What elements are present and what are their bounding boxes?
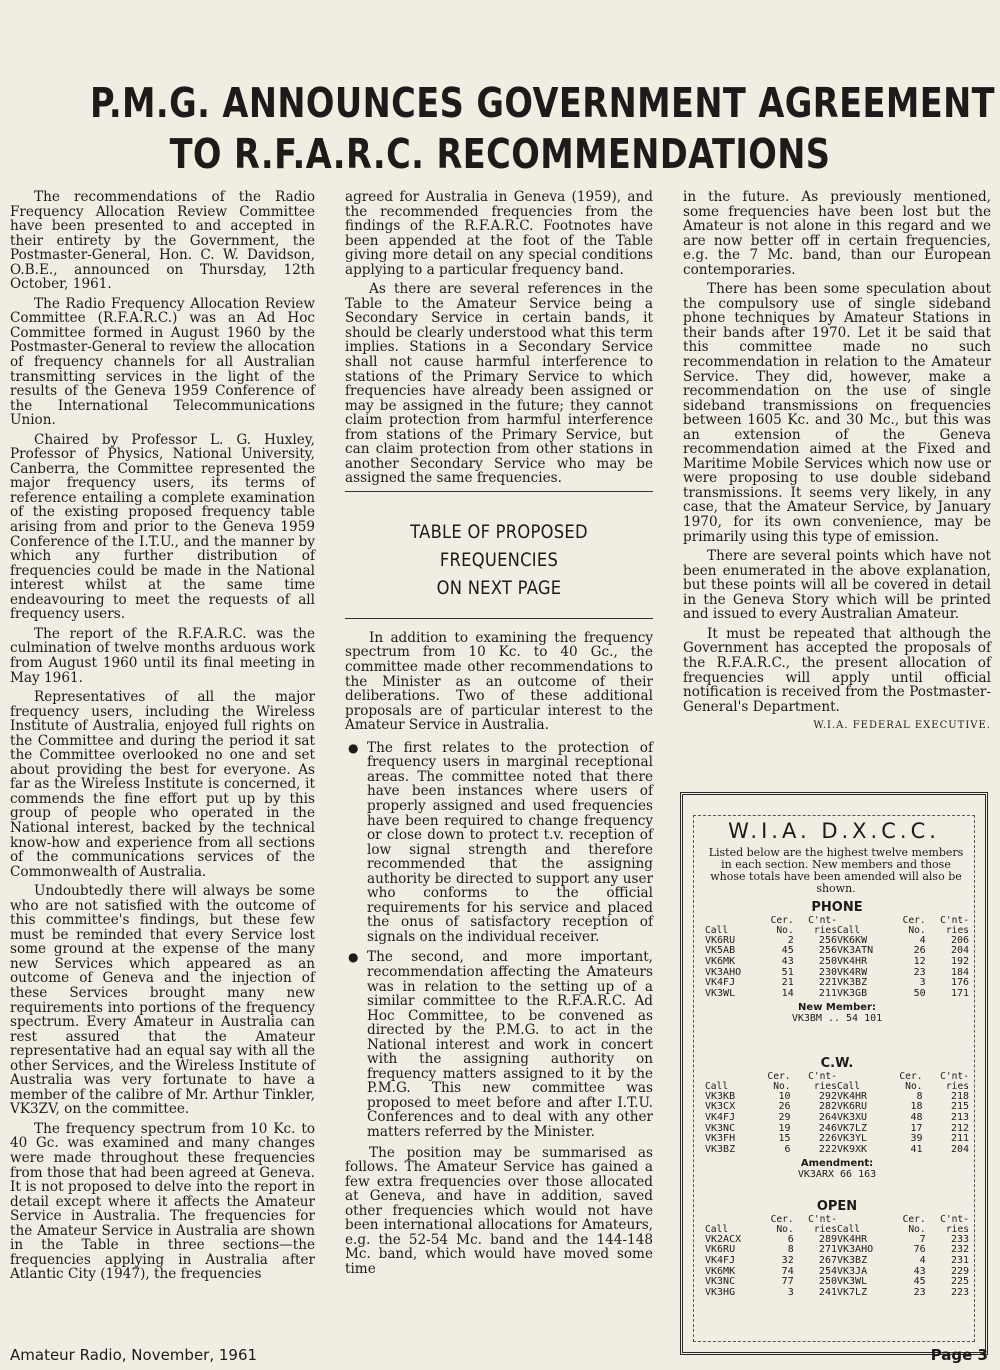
column-header: Cer. <box>767 1071 791 1082</box>
paragraph: There has been some speculation about the compulsory use of single sideband phone techniques by Amateur Stations in their bands after 1970. Let it be said that this committee made no such recommendation in relation to the Amateur Service. They did, however, make a recommendation on the use of single sideband transmissions on frequencies between 1605 Kc. and 30 Mc., but this was an extension of the Geneva recommendation aimed at the Fixed and Maritime Mobile Services which now use or were proposing to use double sideband transmissions. It seems very likely, in any case, that the Amateur Service, by January 1970, for its own convenience, may be primarily using this type of emission. <box>683 281 991 545</box>
callsign: VK3KB <box>705 1090 736 1102</box>
new-member-note <box>705 1003 969 1024</box>
countries: 250 <box>818 1276 837 1288</box>
countries: 211 <box>950 1133 969 1145</box>
callsign: VK6RU <box>705 1244 736 1256</box>
countries: 211 <box>818 988 837 1000</box>
countries: 267 <box>818 1255 837 1266</box>
callsign: VK4HR <box>836 1090 868 1102</box>
callsign: VK3NC <box>705 1122 736 1134</box>
paragraph: Chaired by Professor L. G. Huxley, Professor of Physics, National University, Canberra, the Committee represented the major frequency users, its terms of reference entailing a complete examination of the existing proposed frequency table arising from and prior to the Geneva 1959 Conference of the I.T.U., and the manner by which any further distribution of frequencies could be made in the National interest whilst at the same time endeavouring to meet the requests of all frequency users. <box>10 431 315 623</box>
column-header: C'nt- <box>940 1214 969 1225</box>
note-label: Amendment: <box>800 1157 874 1169</box>
section-title: OPEN <box>816 1199 858 1214</box>
certificate-number: 10 <box>778 1090 791 1102</box>
column-header: C'nt- <box>940 1071 969 1082</box>
certificate-number: 4 <box>919 1255 926 1266</box>
callsign: VK3AHO <box>836 1244 874 1256</box>
certificate-number: 8 <box>916 1090 923 1102</box>
callsign: VK4FJ <box>705 1255 736 1266</box>
countries: 233 <box>950 1233 969 1245</box>
certificate-number: 8 <box>787 1244 794 1256</box>
list-item: ● The first relates to the protection of frequency users in marginal receptional areas. The committee noted that there have been instances where users of properly assigned and used frequencies have been required to change frequency or close down to protect t.v. reception of low signal strength and therefore recommended that the assigning authority be directed to support any user who conforms to the official requirements for his service and placed the onus of satisfactory reception of signals on the individual receiver. <box>345 741 653 945</box>
paragraph: It must be repeated that although the Government has accepted the proposals of the R.F.A.R.C., the present allocation of frequencies will apply until official notification is received from the Postmaster-General's Department. <box>683 625 991 715</box>
certificate-number: 45 <box>781 945 794 957</box>
column-header: C'nt- <box>808 1214 837 1225</box>
paragraph: agreed for Australia in Geneva (1959), and the recommended frequencies from the findings of the R.F.A.R.C. Footnotes have been appended at the foot of the Table giving more detail on any special conditions applying to a particular frequency band. <box>345 189 653 278</box>
callsign: VK3HG <box>705 1287 736 1299</box>
certificate-number: 51 <box>781 966 794 978</box>
column-header: ries <box>813 924 837 936</box>
countries: 218 <box>950 1090 969 1102</box>
column-header: No. <box>905 1080 923 1092</box>
countries: 264 <box>818 1112 837 1123</box>
paragraph: Undoubtedly there will always be some who are not satisfied with the outcome of this committee's findings, but these few must be reminded that every Service lost some ground at the expense of the many new Services which appeared as an outcome of Geneva and the injection of these Services brought many new requirements into portions of the frequency spectrum. Every Amateur in Australia can rest assured that the Amateur representative had an equal say with all the other Services, and the Wireless Institute of Australia was very fortunate to have a member of the calibre of Mr. Arthur Tinkler, VK3ZV, on the committee. <box>10 883 315 1118</box>
column-header: No. <box>776 924 794 936</box>
note-value: VK3BM .. 54 101 <box>791 1012 883 1024</box>
callsign: VK6MK <box>705 956 736 967</box>
column-header: Call <box>705 1080 729 1092</box>
column-1 <box>10 190 315 1287</box>
callsign: VK3BZ <box>705 1144 736 1156</box>
column-header: ries <box>945 1223 969 1235</box>
callsign: VK3NC <box>705 1276 736 1288</box>
note-label: New Member: <box>798 1001 876 1013</box>
callsign: VK4FJ <box>705 977 736 989</box>
cw-section <box>705 1055 969 1180</box>
column-header: Call <box>836 924 861 936</box>
callsign: VK3FH <box>705 1133 736 1145</box>
certificate-number: 14 <box>781 988 794 1000</box>
countries: 221 <box>818 977 837 989</box>
amendment-note <box>705 1159 969 1180</box>
callsign: VK7LZ <box>836 1287 868 1299</box>
callsign: VK3ATN <box>836 945 874 957</box>
paragraph: The position may be summarised as follows. The Amateur Service has gained a few extra frequencies over those allocated at Geneva, and have in addition, saved other frequencies which would not have been international allocations for Amateurs, e.g. the 52-54 Mc. band and the 144-148 Mc. band, which would have moved some time <box>345 1144 653 1277</box>
callsign: VK6MK <box>705 1265 736 1277</box>
paragraph: Representatives of all the major frequency users, including the Wireless Institute of Australia, enjoyed full rights on the Committee and during the period it sat the Committee overlooked no one and set about providing the best for everyone. As far as the Wireless Institute is concerned, it commends the fine effort put up by this group of people who operated in the National interest, backed by the technical know-how and experience from all sections of the communications services of the Commonwealth of Australia. <box>10 689 315 880</box>
callsign: VK3BZ <box>836 1255 868 1266</box>
column-header: Cer. <box>902 1214 926 1225</box>
column-header: Call <box>705 924 729 936</box>
certificate-number: 6 <box>787 1233 794 1245</box>
cw-table <box>705 1072 969 1156</box>
certificate-number: 17 <box>910 1122 923 1134</box>
certificate-number: 21 <box>781 977 794 989</box>
section-title: C.W. <box>820 1056 854 1071</box>
certificate-number: 7 <box>919 1233 926 1245</box>
paragraph: The Radio Frequency Allocation Review Committee (R.F.A.R.C.) was an Ad Hoc Committee formed in August 1960 by the Postmaster-General to review the allocation of frequency channels for all Australian transmitting services in the light of the results of the Geneva 1959 Conference of the International Telecommunications Union. <box>10 295 315 429</box>
article-title <box>90 78 995 180</box>
callsign: VK4RW <box>836 966 868 978</box>
callsign: VK3WL <box>836 1276 868 1288</box>
callsign: VK3JA <box>836 1265 868 1277</box>
certificate-number: 48 <box>910 1112 923 1123</box>
footer-publication: Amateur Radio, November, 1961 <box>10 1346 258 1364</box>
countries: 192 <box>950 956 969 967</box>
callsign: VK3YL <box>836 1133 868 1145</box>
table-row <box>705 1288 969 1299</box>
callsign: VK9XK <box>836 1144 868 1156</box>
certificate-number: 23 <box>913 1287 926 1299</box>
certificate-number: 26 <box>913 945 926 957</box>
certificate-number: 12 <box>913 956 926 967</box>
callsign: VK3XU <box>836 1112 868 1123</box>
countries: 171 <box>950 988 969 1000</box>
countries: 230 <box>818 966 837 978</box>
callsign: VK6RU <box>836 1101 868 1113</box>
certificate-number: 3 <box>787 1287 794 1299</box>
paragraph: The frequency spectrum from 10 Kc. to 40 Gc. was examined and many changes were made throughout these frequencies from those that had been agreed at Geneva. It is not proposed to delve into the report in detail except where it affects the Amateur Service in Australia. The frequencies for the Amateur Service in Australia are shown in the Table in three sections—the frequencies applying in Australia after Atlantic City (1947), the frequencies <box>10 1120 315 1283</box>
column-header: ries <box>813 1080 837 1092</box>
callsign: VK6KW <box>836 934 868 946</box>
column-header: Cer. <box>899 1071 923 1082</box>
table-notice-line-1: TABLE OF PROPOSED FREQUENCIES <box>410 520 588 571</box>
countries: 246 <box>818 1122 837 1134</box>
column-2 <box>345 190 653 1281</box>
column-header: Cer. <box>770 915 794 926</box>
countries: 213 <box>950 1112 969 1123</box>
countries: 229 <box>950 1265 969 1277</box>
certificate-number: 41 <box>910 1144 923 1156</box>
column-header: ries <box>813 1223 837 1235</box>
section-title: PHONE <box>811 900 863 915</box>
column-header: Call <box>836 1080 861 1092</box>
title-line-2: TO R.F.A.R.C. RECOMMENDATIONS <box>169 130 831 178</box>
countries: 215 <box>950 1101 969 1113</box>
countries: 254 <box>818 1265 837 1277</box>
countries: 292 <box>818 1090 837 1102</box>
table-notice-line-2: ON NEXT PAGE <box>436 576 562 599</box>
countries: 241 <box>818 1287 837 1299</box>
column-header: Call <box>836 1223 861 1235</box>
certificate-number: 4 <box>919 934 926 946</box>
dxcc-title: W.I.A. D.X.C.C. <box>728 819 940 843</box>
certificate-number: 26 <box>778 1101 791 1113</box>
callsign: VK4HR <box>836 956 868 967</box>
callsign: VK4FJ <box>705 1112 736 1123</box>
column-header: Cer. <box>770 1214 794 1225</box>
certificate-number: 43 <box>781 956 794 967</box>
callsign: VK2ACX <box>705 1233 742 1245</box>
column-3 <box>683 190 991 734</box>
table-row <box>705 1145 969 1156</box>
callsign: VK3GB <box>836 988 868 1000</box>
column-header: C'nt- <box>808 915 837 926</box>
callsign: VK3BZ <box>836 977 868 989</box>
countries: 225 <box>950 1276 969 1288</box>
signature: W.I.A. FEDERAL EXECUTIVE. <box>813 720 991 732</box>
table-row <box>705 989 969 1000</box>
footer-page-number: Page 3 <box>930 1346 988 1364</box>
column-header: No. <box>776 1223 794 1235</box>
countries: 212 <box>950 1122 969 1134</box>
column-header: Call <box>705 1223 729 1235</box>
countries: 232 <box>950 1244 969 1256</box>
table-notice <box>367 518 632 602</box>
paragraph: There are several points which have not been enumerated in the above explanation, but these points will all be covered in detail in the Geneva Story which will be printed and issued to every Australian Amateur. <box>683 548 991 623</box>
paragraph: In addition to examining the frequency spectrum from 10 Kc. to 40 Gc., the committee made other recommendations to the Minister as an outcome of their deliberations. Two of these additional proposals are of particular interest to the Amateur Service in Australia. <box>345 629 653 734</box>
countries: 226 <box>818 1133 837 1145</box>
recommendation-list <box>345 741 653 1140</box>
certificate-number: 43 <box>913 1265 926 1277</box>
countries: 222 <box>818 1144 837 1156</box>
certificate-number: 3 <box>919 977 926 989</box>
open-section <box>705 1198 969 1299</box>
column-header: No. <box>908 1223 926 1235</box>
title-line-1: P.M.G. ANNOUNCES GOVERNMENT AGREEMENT <box>90 79 995 127</box>
divider <box>345 491 653 492</box>
countries: 206 <box>950 934 969 946</box>
paragraph: As there are several references in the Table to the Amateur Service being a Secondary Service in certain bands, it should be clearly understood what this term implies. Stations in a Secondary Service shall not cause harmful interference to stations of the Primary Service to which frequencies have already been assigned or may be assigned in the future; they cannot claim protection from harmful interference from stations of the Primary Service, but can claim protection from other stations in another Secondary Service who may be assigned the same frequencies. <box>345 281 653 487</box>
certificate-number: 6 <box>784 1144 791 1156</box>
certificate-number: 50 <box>913 988 926 1000</box>
certificate-number: 23 <box>913 966 926 978</box>
countries: 176 <box>950 977 969 989</box>
certificate-number: 76 <box>913 1244 926 1256</box>
certificate-number: 32 <box>781 1255 794 1266</box>
phone-section <box>705 899 969 1024</box>
open-table <box>705 1215 969 1299</box>
column-header: No. <box>908 924 926 936</box>
countries: 289 <box>818 1233 837 1245</box>
countries: 250 <box>818 956 837 967</box>
certificate-number: 74 <box>781 1265 794 1277</box>
certificate-number: 2 <box>787 934 794 946</box>
countries: 204 <box>950 945 969 957</box>
note-value: VK3ARX 66 163 <box>797 1168 877 1180</box>
countries: 256 <box>818 945 837 957</box>
callsign: VK4HR <box>836 1233 868 1245</box>
certificate-number: 45 <box>913 1276 926 1288</box>
callsign: VK3CX <box>705 1101 736 1113</box>
countries: 282 <box>818 1101 837 1113</box>
callsign: VK7LZ <box>836 1122 868 1134</box>
list-item: ● The second, and more important, recommendation affecting the Amateurs was in relation to the setting up of a similar committee to the R.F.A.R.C. Ad Hoc Committee, to be convened as directed by the P.M.G. to act in the National interest and work in concert with the assigning authority on frequency matters assigned to it by the P.M.G. This new committee was proposed to meet before and after I.T.U. Conferences and to deal with any other matters referred by the Minister. <box>345 950 653 1139</box>
column-header: C'nt- <box>808 1071 837 1082</box>
callsign: VK5AB <box>705 945 736 957</box>
countries: 231 <box>950 1255 969 1266</box>
column-header: C'nt- <box>940 915 969 926</box>
certificate-number: 18 <box>910 1101 923 1113</box>
callsign: VK6RU <box>705 934 736 946</box>
countries: 204 <box>950 1144 969 1156</box>
certificate-number: 15 <box>778 1133 791 1145</box>
countries: 184 <box>950 966 969 978</box>
paragraph: The recommendations of the Radio Frequency Allocation Review Committee have been presented to and accepted in their entirety by the Government, the Postmaster-General, Hon. C. W. Davidson, O.B.E., announced on Thursday, 12th October, 1961. <box>10 189 315 293</box>
certificate-number: 39 <box>910 1133 923 1145</box>
paragraph: The report of the R.F.A.R.C. was the culmination of twelve months arduous work from August 1960 until its final meeting in May 1961. <box>10 625 315 686</box>
countries: 271 <box>818 1244 837 1256</box>
certificate-number: 77 <box>781 1276 794 1288</box>
callsign: VK3AHO <box>705 966 742 978</box>
countries: 256 <box>818 934 837 946</box>
certificate-number: 29 <box>778 1112 791 1123</box>
divider <box>345 618 653 619</box>
paragraph: in the future. As previously mentioned, some frequencies have been lost but the Amateur is not alone in this regard and we are now better off in certain frequencies, e.g. the 7 Mc. band, than our European contemporaries. <box>683 189 991 278</box>
column-header: ries <box>945 1080 969 1092</box>
countries: 223 <box>950 1287 969 1299</box>
column-header: No. <box>773 1080 791 1092</box>
column-header: Cer. <box>902 915 926 926</box>
phone-table <box>705 916 969 1000</box>
callsign: VK3WL <box>705 988 736 1000</box>
certificate-number: 19 <box>778 1122 791 1134</box>
dxcc-intro: Listed below are the highest twelve members in each section. New members and those whose totals have been amended will also be shown. <box>708 846 964 895</box>
column-header: ries <box>945 924 969 936</box>
dxcc-box <box>680 792 988 1355</box>
